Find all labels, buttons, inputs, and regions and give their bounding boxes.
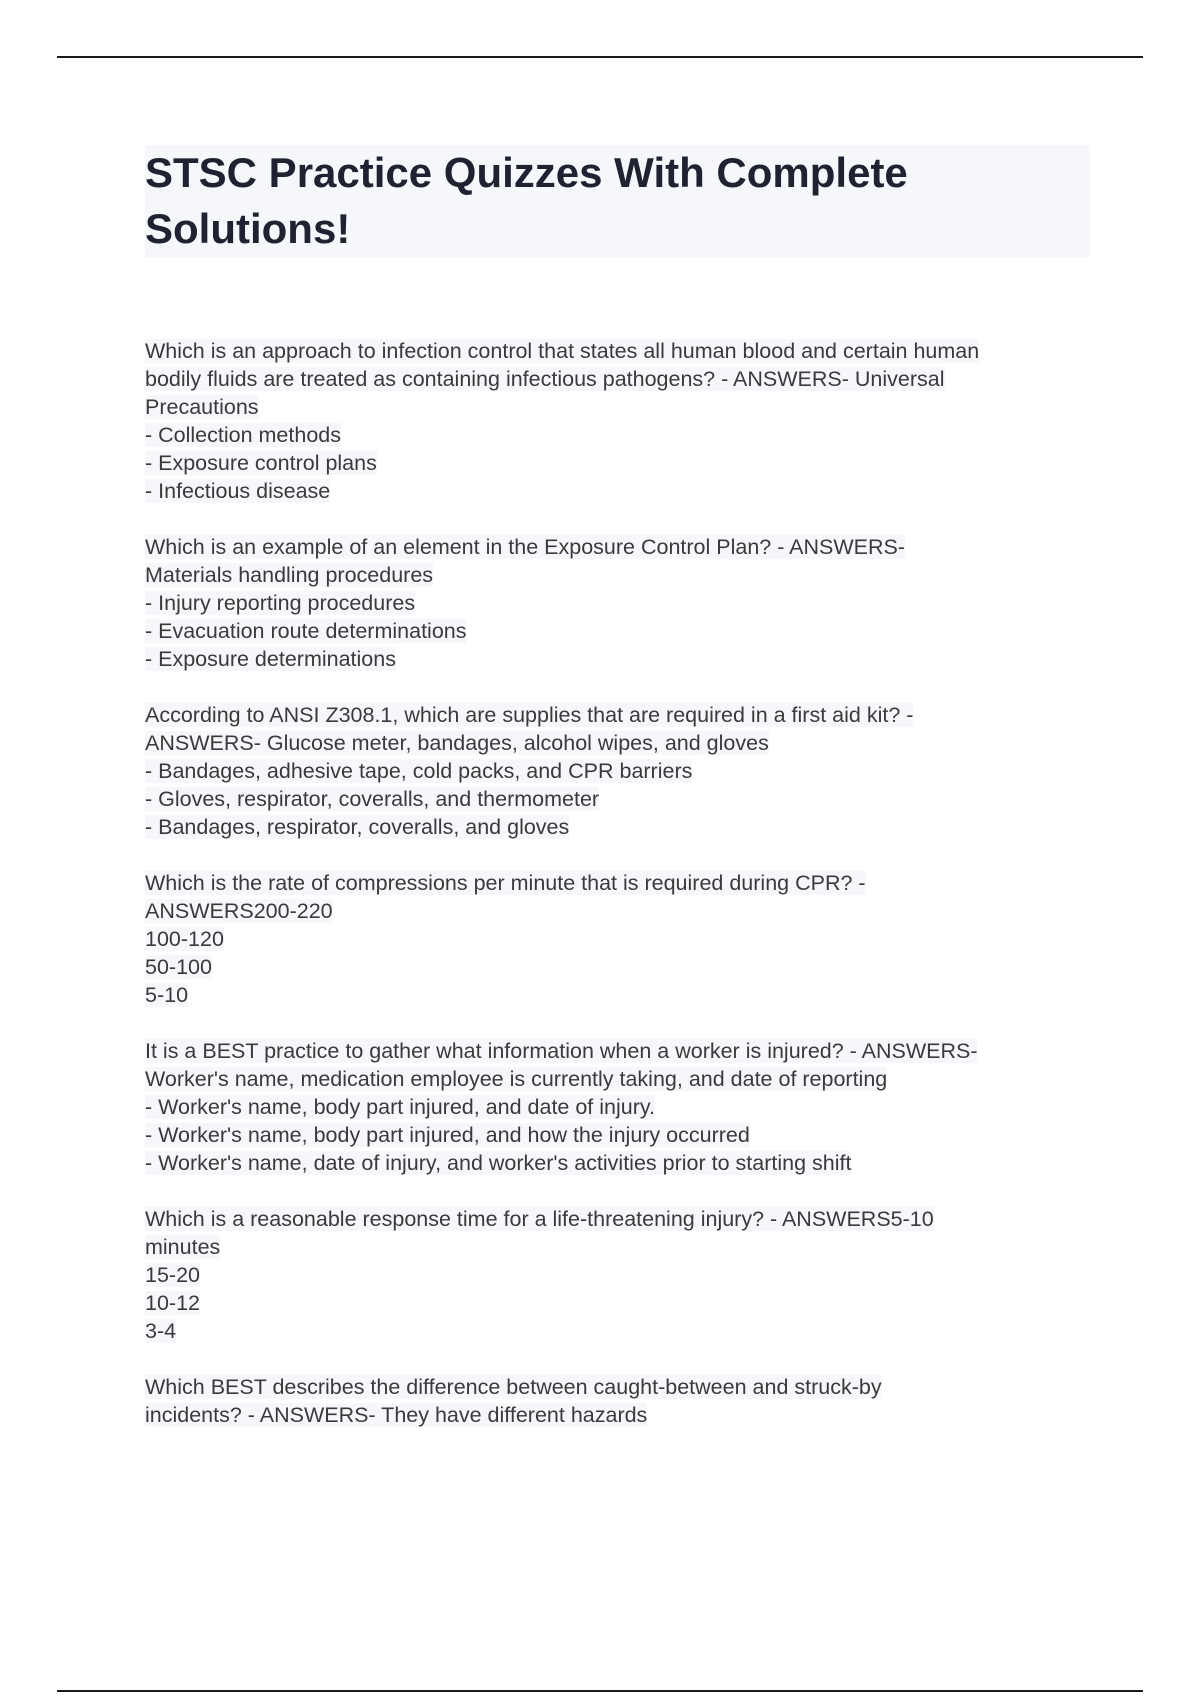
question-text: Which is the rate of compressions per minute that is required during CPR? - ANSWERS200-220 100-120 50-100 5-10 <box>145 871 866 1007</box>
question-item <box>145 533 1090 673</box>
question-text: Which is an approach to infection control that states all human blood and certain human bodily fluids are treated as containing infectious pathogens? - ANSWERS- Universal Precautions - Collection methods - Exposure control plans - Infectious disease <box>145 339 980 503</box>
question-item <box>145 1373 1090 1429</box>
footer-rule <box>57 1690 1143 1692</box>
question-text: According to ANSI Z308.1, which are supplies that are required in a first aid kit? - ANSWERS- Glucose meter, bandages, alcohol wipes, and gloves - Bandages, adhesive tape, cold packs, and CPR barriers - Gloves, respirator, coveralls, and thermometer - Bandages, respirator, coveralls, and gloves <box>145 703 914 839</box>
question-text: Which BEST describes the difference between caught-between and struck-by incidents? - ANSWERS- They have different hazards <box>145 1375 882 1427</box>
question-text: Which is a reasonable response time for a life-threatening injury? - ANSWERS5-10 minutes 15-20 10-12 3-4 <box>145 1207 934 1343</box>
question-item <box>145 701 1090 841</box>
question-item <box>145 869 1090 1009</box>
document-content <box>145 145 1090 1457</box>
question-item <box>145 1037 1090 1177</box>
question-item <box>145 337 1090 505</box>
header-rule <box>57 56 1143 58</box>
question-list <box>145 337 1090 1429</box>
document-title: STSC Practice Quizzes With Complete Solutions! <box>145 145 1090 257</box>
question-text: It is a BEST practice to gather what information when a worker is injured? - ANSWERS- Worker's name, medication employee is currently taking, and date of reporting - Worker's name, body part injured, and date of injury. - Worker's name, body part injured, and how the injury occurred - Worker's name, date of injury, and worker's activities prior to starting shift <box>145 1039 978 1175</box>
question-item <box>145 1205 1090 1345</box>
question-text: Which is an example of an element in the Exposure Control Plan? - ANSWERS- Materials handling procedures - Injury reporting procedures - Evacuation route determinations - Exposure determinations <box>145 535 906 671</box>
